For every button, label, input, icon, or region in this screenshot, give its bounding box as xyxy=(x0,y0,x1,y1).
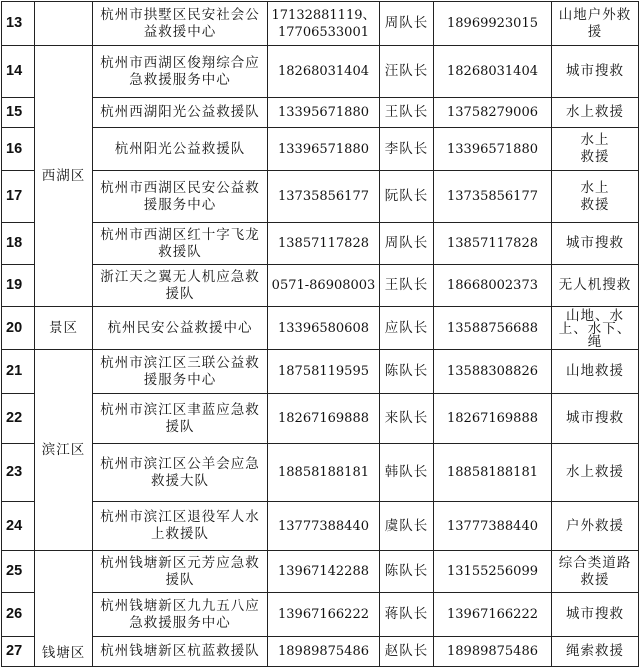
phone-number: 13396571880 xyxy=(268,128,380,171)
team-leader: 陈队长 xyxy=(380,551,434,593)
rescue-type: 综合类道路救援 xyxy=(552,551,639,593)
table-row xyxy=(2,223,639,265)
rescue-type: 水上救援 xyxy=(552,98,639,128)
organization-name: 杭州市拱墅区民安社会公益救援中心 xyxy=(93,2,268,46)
row-number: 26 xyxy=(2,593,35,637)
team-leader: 王队长 xyxy=(380,265,434,307)
rescue-type: 山地户外救援 xyxy=(552,2,639,46)
team-leader: 汪队长 xyxy=(380,46,434,98)
team-leader: 赵队长 xyxy=(380,637,434,667)
district-cell xyxy=(35,350,93,551)
district-cell xyxy=(35,46,93,307)
table-row xyxy=(2,2,639,46)
organization-name: 杭州阳光公益救援队 xyxy=(93,128,268,171)
rescue-type: 户外救援 xyxy=(552,502,639,551)
table-row xyxy=(2,637,639,667)
table-row xyxy=(2,394,639,444)
organization-name: 杭州市西湖区俊翔综合应急救援服务中心 xyxy=(93,46,268,98)
row-number: 13 xyxy=(2,2,35,46)
phone-number: 18858188181 xyxy=(268,444,380,502)
organization-name: 杭州民安公益救援中心 xyxy=(93,307,268,350)
team-leader: 韩队长 xyxy=(380,444,434,502)
rescue-type: 城市搜救 xyxy=(552,223,639,265)
district-cell xyxy=(35,551,93,667)
organization-name: 杭州钱塘新区元芳应急救援队 xyxy=(93,551,268,593)
phone-number: 18989875486 xyxy=(268,637,380,667)
team-leader: 陈队长 xyxy=(380,350,434,394)
table-row xyxy=(2,98,639,128)
team-leader: 来队长 xyxy=(380,394,434,444)
team-leader: 周队长 xyxy=(380,223,434,265)
organization-name: 杭州市西湖区民安公益救援服务中心 xyxy=(93,171,268,223)
phone-number: 18267169888 xyxy=(268,394,380,444)
table-row xyxy=(2,593,639,637)
phone-number: 17132881119、17706533001 xyxy=(268,2,380,46)
phone-number: 0571-86908003 xyxy=(268,265,380,307)
organization-name: 杭州市滨江区退役军人水上救援队 xyxy=(93,502,268,551)
phone-number: 13777388440 xyxy=(268,502,380,551)
row-number: 24 xyxy=(2,502,35,551)
district-label: 滨江区 xyxy=(41,441,86,458)
phone-number: 13857117828 xyxy=(268,223,380,265)
row-number: 14 xyxy=(2,46,35,98)
contact-number: 13588756688 xyxy=(434,307,552,350)
rescue-type: 城市搜救 xyxy=(552,394,639,444)
organization-name: 杭州市滨江区公羊会应急救援大队 xyxy=(93,444,268,502)
rescue-type: 水上救援 xyxy=(552,171,639,223)
rescue-type: 山地、水上、水下、绳 xyxy=(552,307,639,350)
row-number: 27 xyxy=(2,637,35,667)
rescue-type: 城市搜救 xyxy=(552,46,639,98)
contact-number: 13777388440 xyxy=(434,502,552,551)
row-number: 23 xyxy=(2,444,35,502)
row-number: 17 xyxy=(2,171,35,223)
table-row xyxy=(2,551,639,593)
contact-number: 13735856177 xyxy=(434,171,552,223)
contact-number: 13857117828 xyxy=(434,223,552,265)
phone-number: 13735856177 xyxy=(268,171,380,223)
table-row xyxy=(2,265,639,307)
row-number: 22 xyxy=(2,394,35,444)
table-row xyxy=(2,444,639,502)
rescue-type: 城市搜救 xyxy=(552,593,639,637)
team-leader: 阮队长 xyxy=(380,171,434,223)
rescue-type: 水上救援 xyxy=(552,128,639,171)
contact-number: 18989875486 xyxy=(434,637,552,667)
row-number: 19 xyxy=(2,265,35,307)
phone-number: 18758119595 xyxy=(268,350,380,394)
phone-number: 13396580608 xyxy=(268,307,380,350)
district-label: 西湖区 xyxy=(41,167,86,184)
rescue-type: 山地救援 xyxy=(552,350,639,394)
table-row xyxy=(2,171,639,223)
team-leader: 李队长 xyxy=(380,128,434,171)
contact-number: 18668002373 xyxy=(434,265,552,307)
phone-number: 13967166222 xyxy=(268,593,380,637)
contact-number: 13588308826 xyxy=(434,350,552,394)
row-number: 20 xyxy=(2,307,35,350)
table-row xyxy=(2,128,639,171)
organization-name: 杭州钱塘新区杭蓝救援队 xyxy=(93,637,268,667)
rescue-team-table xyxy=(1,1,639,667)
district-label: 钱塘区 xyxy=(41,645,86,661)
team-leader: 应队长 xyxy=(380,307,434,350)
row-number: 25 xyxy=(2,551,35,593)
contact-number: 18969923015 xyxy=(434,2,552,46)
table-row xyxy=(2,502,639,551)
team-leader: 虞队长 xyxy=(380,502,434,551)
rescue-type: 水上救援 xyxy=(552,444,639,502)
row-number: 16 xyxy=(2,128,35,171)
contact-number: 13396571880 xyxy=(434,128,552,171)
team-leader: 蒋队长 xyxy=(380,593,434,637)
district-cell: 景区 xyxy=(35,307,93,350)
organization-name: 杭州市西湖区红十字飞龙救援队 xyxy=(93,223,268,265)
team-leader: 王队长 xyxy=(380,98,434,128)
organization-name: 浙江天之翼无人机应急救援队 xyxy=(93,265,268,307)
table-row xyxy=(2,307,639,350)
organization-name: 杭州西湖阳光公益救援队 xyxy=(93,98,268,128)
row-number: 18 xyxy=(2,223,35,265)
organization-name: 杭州钱塘新区九九五八应急救援服务中心 xyxy=(93,593,268,637)
phone-number: 13395671880 xyxy=(268,98,380,128)
rescue-type: 绳索救援 xyxy=(552,637,639,667)
rescue-type: 无人机搜救 xyxy=(552,265,639,307)
phone-number: 13967142288 xyxy=(268,551,380,593)
contact-number: 18267169888 xyxy=(434,394,552,444)
table-row xyxy=(2,46,639,98)
contact-number: 13758279006 xyxy=(434,98,552,128)
table-row xyxy=(2,350,639,394)
team-leader: 周队长 xyxy=(380,2,434,46)
phone-number: 18268031404 xyxy=(268,46,380,98)
contact-number: 13967166222 xyxy=(434,593,552,637)
row-number: 21 xyxy=(2,350,35,394)
contact-number: 18268031404 xyxy=(434,46,552,98)
organization-name: 杭州市滨江区三联公益救援服务中心 xyxy=(93,350,268,394)
organization-name: 杭州市滨江区聿蓝应急救援队 xyxy=(93,394,268,444)
contact-number: 18858188181 xyxy=(434,444,552,502)
contact-number: 13155256099 xyxy=(434,551,552,593)
district-cell xyxy=(35,2,93,46)
row-number: 15 xyxy=(2,98,35,128)
